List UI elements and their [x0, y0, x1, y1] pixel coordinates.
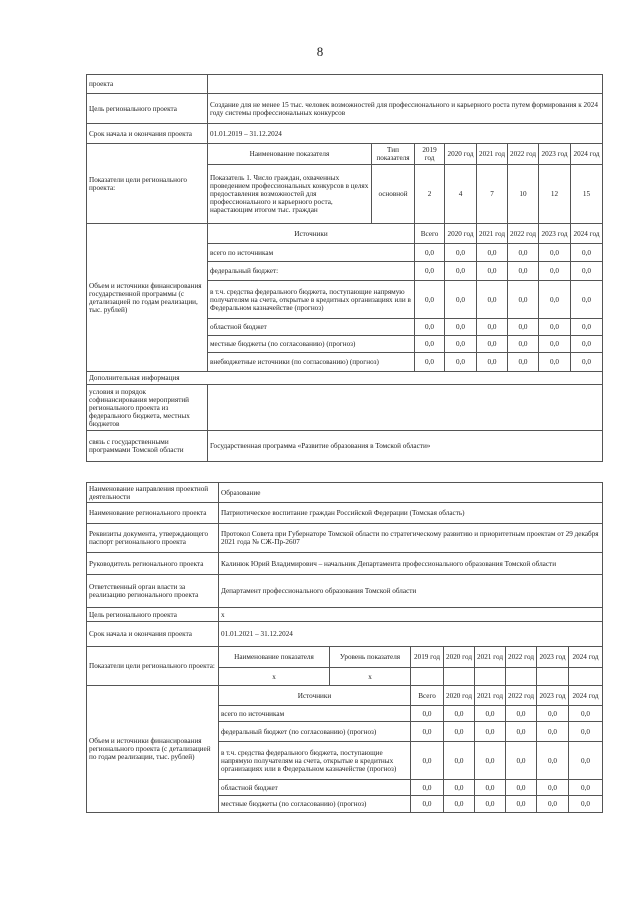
ind-head-2024: 2024 год — [569, 647, 603, 668]
fin-cell: 0,0 — [477, 244, 508, 262]
ind-row-type: основной — [372, 165, 415, 224]
name-value: Патриотическое воспитание граждан Российской Федерации (Томская область) — [219, 503, 603, 524]
ind-row-name: Показатель 1. Число граждан, охваченных проведением профессиональных конкурсов в целях предоставления возможностей для профессионального и карьерного роста, нарастающим итогом тыс. граждан — [208, 165, 372, 224]
ind-head-2021: 2021 год — [475, 647, 506, 668]
fin-cell: 0,0 — [445, 336, 477, 353]
proekta-label: проекта — [87, 75, 208, 94]
fin-cell: 0,0 — [571, 244, 603, 262]
fin-cell: 0,0 — [444, 780, 475, 796]
cofin-label: условия и порядок софинансирования мероприятий регионального проекта из федерального бюджета, местных бюджетов — [87, 385, 208, 431]
fin-row-name: местные бюджеты (по согласованию) (прогноз) — [208, 336, 415, 353]
project-passport-table-2 — [86, 482, 603, 813]
fin-cell: 0,0 — [537, 780, 569, 796]
fin-row-name: всего по источникам — [208, 244, 415, 262]
fin-cell: 0,0 — [415, 336, 445, 353]
ind-row-2023: 12 — [539, 165, 571, 224]
ind-row-2022: 10 — [508, 165, 539, 224]
head-value: Калинюк Юрий Владимирович – начальник Департамента профессионального образования Томской области — [219, 553, 603, 575]
ind-head-2019: 2019 год — [411, 647, 444, 668]
fin-head-2024: 2024 год — [569, 686, 603, 706]
fin-cell: 0,0 — [506, 796, 537, 813]
dates-value: 01.01.2021 – 31.12.2024 — [219, 622, 603, 647]
ind-row-level: х — [330, 668, 411, 686]
fin-cell: 0,0 — [539, 244, 571, 262]
link-value: Государственная программа «Развитие образования в Томской области» — [208, 431, 603, 462]
fin-head-2023: 2023 год — [539, 224, 571, 244]
fin-label: Объем и источники финансирования государственной программы (с детализацией по годам реализации, тыс. рублей) — [87, 224, 208, 372]
head-label: Руководитель регионального проекта — [87, 553, 219, 575]
fin-cell: 0,0 — [569, 706, 603, 722]
fin-head-2024: 2024 год — [571, 224, 603, 244]
ind-head-type: Тип показателя — [372, 144, 415, 165]
fin-cell: 0,0 — [539, 262, 571, 281]
fin-cell: 0,0 — [444, 706, 475, 722]
ind-row-name: х — [219, 668, 330, 686]
fin-cell: 0,0 — [411, 742, 444, 780]
fin-cell: 0,0 — [475, 780, 506, 796]
fin-cell: 0,0 — [411, 796, 444, 813]
fin-cell: 0,0 — [506, 722, 537, 742]
goal-label: Цель регионального проекта — [87, 94, 208, 124]
ind-head-2022: 2022 год — [506, 647, 537, 668]
fin-cell: 0,0 — [508, 353, 539, 372]
fin-cell: 0,0 — [477, 336, 508, 353]
fin-cell: 0,0 — [411, 706, 444, 722]
fin-cell: 0,0 — [539, 319, 571, 336]
ind-head-level: Уровень показателя — [330, 647, 411, 668]
fin-cell: 0,0 — [445, 353, 477, 372]
ind-head-2021: 2021 год — [477, 144, 508, 165]
fin-cell: 0,0 — [508, 262, 539, 281]
additional-info: Дополнительная информация — [87, 372, 603, 385]
fin-row-name: в т.ч. средства федерального бюджета, поступающие напрямую получателям на счета, открытые в кредитных организациях или в Федеральном казначействе (прогноз) — [219, 742, 411, 780]
fin-cell: 0,0 — [444, 722, 475, 742]
fin-cell: 0,0 — [571, 281, 603, 319]
fin-cell: 0,0 — [445, 244, 477, 262]
fin-row-name: внебюджетные источники (по согласованию) (прогноз) — [208, 353, 415, 372]
ind-head-2024: 2024 год — [571, 144, 603, 165]
fin-row-name: федеральный бюджет: — [208, 262, 415, 281]
fin-cell: 0,0 — [508, 319, 539, 336]
fin-cell: 0,0 — [508, 336, 539, 353]
fin-cell: 0,0 — [444, 796, 475, 813]
fin-cell: 0,0 — [411, 780, 444, 796]
direction-label: Наименование направления проектной деятельности — [87, 483, 219, 503]
fin-cell: 0,0 — [571, 262, 603, 281]
ind-head-2019: 2019 год — [415, 144, 445, 165]
ind-head-2020: 2020 год — [444, 647, 475, 668]
fin-head-total: Всего — [411, 686, 444, 706]
fin-head-2023: 2023 год — [537, 686, 569, 706]
fin-cell: 0,0 — [477, 281, 508, 319]
name-label: Наименование регионального проекта — [87, 503, 219, 524]
fin-cell: 0,0 — [539, 353, 571, 372]
requisites-label: Реквизиты документа, утверждающего паспорт регионального проекта — [87, 524, 219, 553]
fin-head-2021: 2021 год — [477, 224, 508, 244]
fin-head-2020: 2020 год — [445, 224, 477, 244]
dates-label: Срок начала и окончания проекта — [87, 124, 208, 144]
ind-head-2023: 2023 год — [539, 144, 571, 165]
fin-cell: 0,0 — [411, 722, 444, 742]
fin-cell: 0,0 — [537, 722, 569, 742]
fin-head-2021: 2021 год — [475, 686, 506, 706]
fin-cell: 0,0 — [475, 796, 506, 813]
indicator-table-1 — [86, 143, 603, 462]
fin-cell: 0,0 — [537, 706, 569, 722]
fin-cell: 0,0 — [539, 336, 571, 353]
fin-row-name: областной бюджет — [219, 780, 411, 796]
fin-cell: 0,0 — [445, 281, 477, 319]
fin-cell: 0,0 — [477, 319, 508, 336]
fin-cell: 0,0 — [506, 742, 537, 780]
fin-cell: 0,0 — [571, 336, 603, 353]
fin-head-2020: 2020 год — [444, 686, 475, 706]
fin-row-name: областной бюджет — [208, 319, 415, 336]
requisites-value: Протокол Совета при Губернаторе Томской области по стратегическому развитию и приоритетным проектам от 29 декабря 2021 года № СЖ-Пр-2607 — [219, 524, 603, 553]
fin-cell: 0,0 — [415, 281, 445, 319]
fin-cell: 0,0 — [475, 742, 506, 780]
ind-head-2023: 2023 год — [537, 647, 569, 668]
fin-cell: 0,0 — [506, 780, 537, 796]
fin-row-name: в т.ч. средства федерального бюджета, поступающие напрямую получателям на счета, открытые в кредитных организациях или в Федеральном казначействе (прогноз) — [208, 281, 415, 319]
fin-cell: 0,0 — [537, 742, 569, 780]
fin-cell: 0,0 — [569, 796, 603, 813]
fin-row-name: федеральный бюджет (по согласованию) (прогноз) — [219, 722, 411, 742]
fin-cell: 0,0 — [508, 244, 539, 262]
link-label: связь с государственными программами Томской области — [87, 431, 208, 462]
fin-cell: 0,0 — [539, 281, 571, 319]
goal-value: Создание для не менее 15 тыс. человек возможностей для профессионального и карьерного роста путем формирования к 2024 году системы профессиональных конкурсов — [208, 94, 603, 124]
ind-row-2021: 7 — [477, 165, 508, 224]
fin-cell: 0,0 — [415, 319, 445, 336]
project-passport-table-1 — [86, 74, 603, 144]
fin-head-total: Всего — [415, 224, 445, 244]
goal-label: Цель регионального проекта — [87, 608, 219, 622]
fin-cell: 0,0 — [571, 353, 603, 372]
organ-value: Департамент профессионального образования Томской области — [219, 575, 603, 608]
indicators-label: Показатели цели регионального проекта: — [87, 647, 219, 686]
fin-head-2022: 2022 год — [508, 224, 539, 244]
ind-row-2020: 4 — [445, 165, 477, 224]
direction-value: Образование — [219, 483, 603, 503]
fin-cell: 0,0 — [415, 244, 445, 262]
fin-head-2022: 2022 год — [506, 686, 537, 706]
ind-head-2020: 2020 год — [445, 144, 477, 165]
fin-cell: 0,0 — [475, 722, 506, 742]
fin-cell: 0,0 — [477, 262, 508, 281]
fin-label: Объем и источники финансирования регионального проекта (с детализацией по годам реализации, тыс. рублей) — [87, 686, 219, 813]
fin-cell: 0,0 — [415, 353, 445, 372]
fin-cell: 0,0 — [415, 262, 445, 281]
fin-cell: 0,0 — [508, 281, 539, 319]
fin-cell: 0,0 — [569, 722, 603, 742]
fin-head-sources: Источники — [219, 686, 411, 706]
fin-cell: 0,0 — [571, 319, 603, 336]
dates-label: Срок начала и окончания проекта — [87, 622, 219, 647]
dates-value: 01.01.2019 – 31.12.2024 — [208, 124, 603, 144]
page-number: 8 — [316, 44, 324, 59]
fin-cell: 0,0 — [506, 706, 537, 722]
fin-cell: 0,0 — [477, 353, 508, 372]
ind-head-name: Наименование показателя — [208, 144, 372, 165]
ind-head-name: Наименование показателя — [219, 647, 330, 668]
ind-head-2022: 2022 год — [508, 144, 539, 165]
fin-cell: 0,0 — [569, 780, 603, 796]
ind-row-2024: 15 — [571, 165, 603, 224]
fin-row-name: местные бюджеты (по согласованию) (прогноз) — [219, 796, 411, 813]
fin-cell: 0,0 — [537, 796, 569, 813]
goal-value: х — [219, 608, 603, 622]
fin-head-sources: Источники — [208, 224, 415, 244]
fin-cell: 0,0 — [475, 706, 506, 722]
indicators-label: Показатели цели регионального проекта: — [87, 144, 208, 224]
fin-cell: 0,0 — [444, 742, 475, 780]
fin-row-name: всего по источникам — [219, 706, 411, 722]
fin-cell: 0,0 — [445, 319, 477, 336]
ind-row-2019: 2 — [415, 165, 445, 224]
fin-cell: 0,0 — [569, 742, 603, 780]
organ-label: Ответственный орган власти за реализацию регионального проекта — [87, 575, 219, 608]
fin-cell: 0,0 — [445, 262, 477, 281]
